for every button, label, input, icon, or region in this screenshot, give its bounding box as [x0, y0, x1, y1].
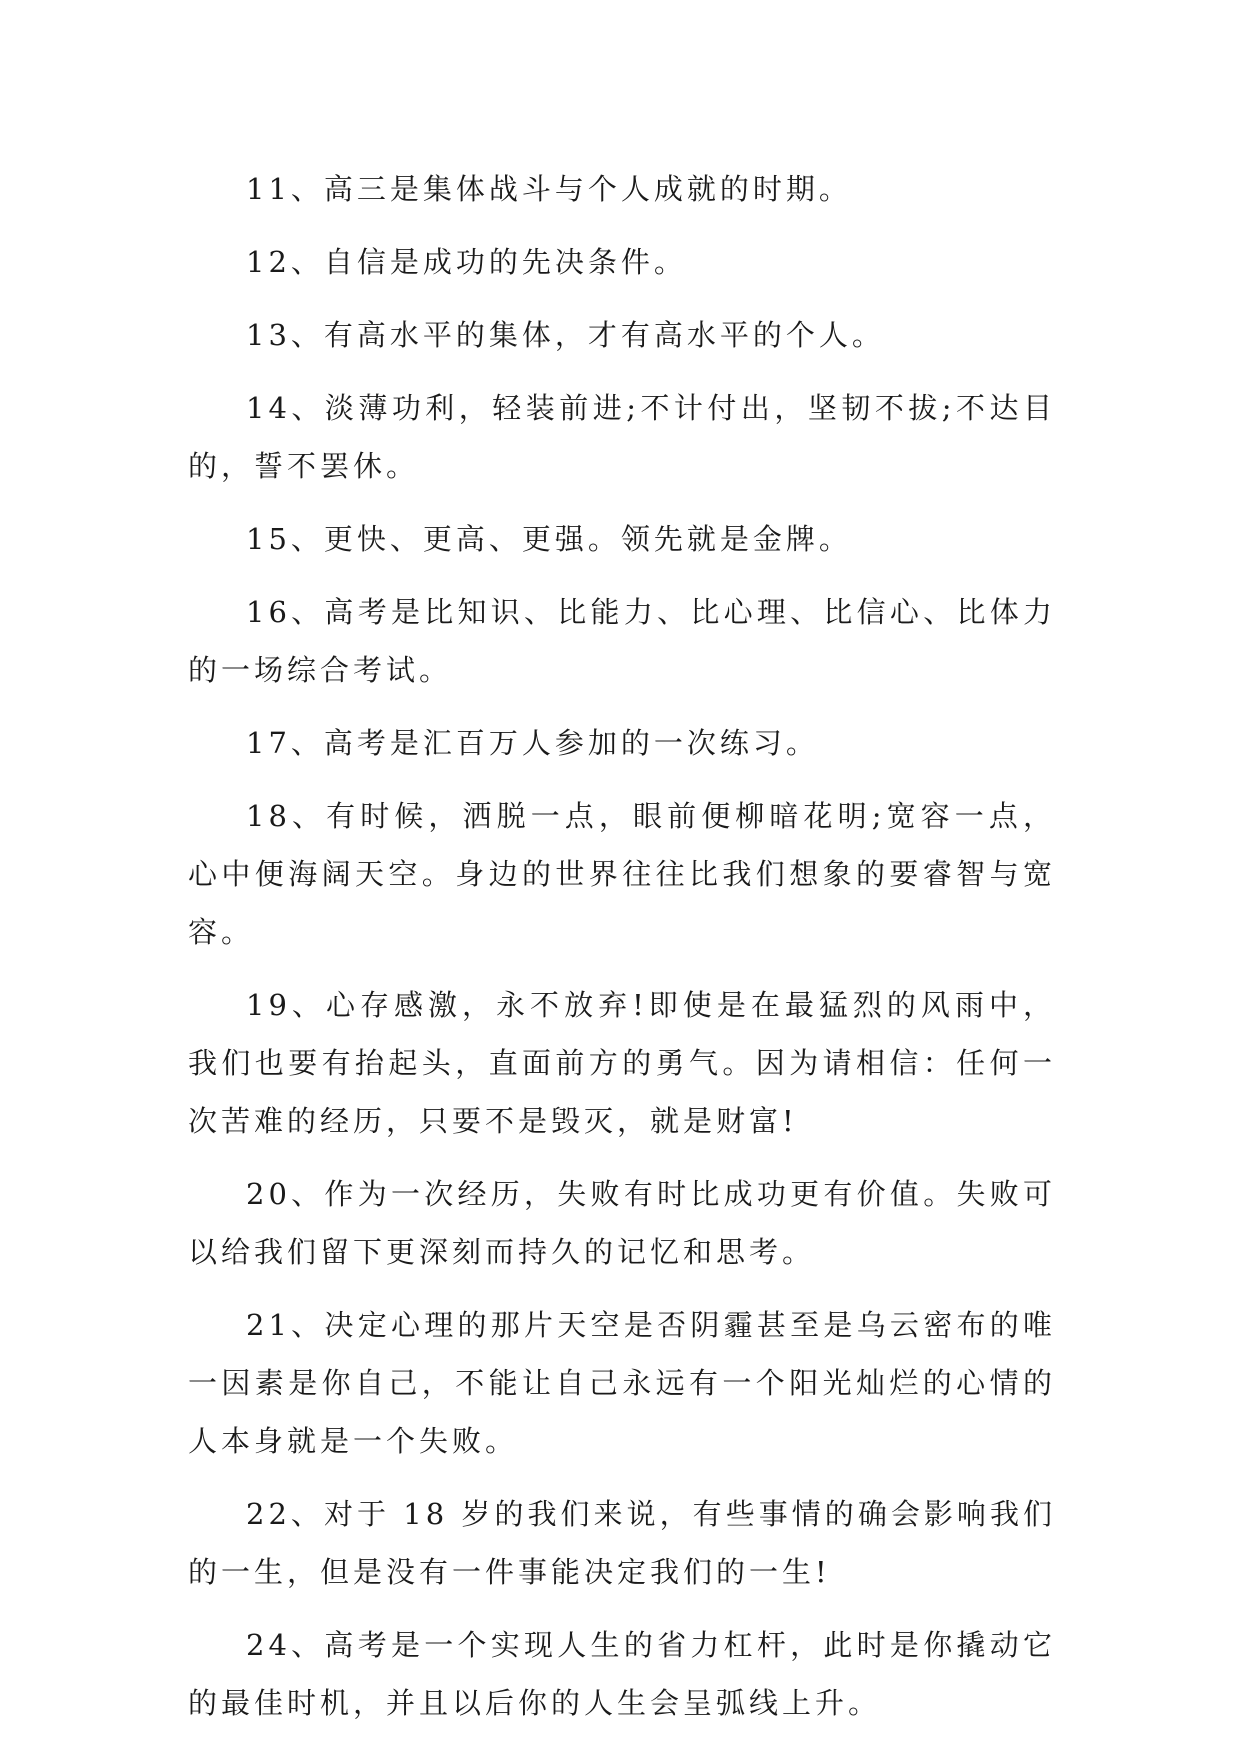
paragraph-12: 12、自信是成功的先决条件。	[246, 245, 687, 279]
paragraph-19: 19、心存感激，永不放弃!即使是在最猛烈的风雨中，我们也要有抬起头，直面前方的勇气。因为请相信：任何一次苦难的经历，只要不是毁灭，就是财富!	[188, 988, 1056, 1138]
paragraph-20: 20、作为一次经历，失败有时比成功更有价值。失败可以给我们留下更深刻而持久的记忆和思考。	[188, 1177, 1056, 1269]
paragraph-15: 15、更快、更高、更强。领先就是金牌。	[246, 522, 852, 556]
paragraph-24: 24、高考是一个实现人生的省力杠杆，此时是你撬动它的最佳时机，并且以后你的人生会呈弧线上升。	[188, 1628, 1056, 1720]
document-page	[188, 160, 1056, 1747]
paragraph-13: 13、有高水平的集体，才有高水平的个人。	[246, 318, 885, 352]
paragraph-18: 18、有时候，洒脱一点，眼前便柳暗花明;宽容一点，心中便海阔天空。身边的世界往往比我们想象的要睿智与宽容。	[188, 799, 1056, 949]
paragraph-11: 11、高三是集体战斗与个人成就的时期。	[246, 172, 852, 206]
paragraph-17: 17、高考是汇百万人参加的一次练习。	[246, 726, 819, 760]
paragraph-21: 21、决定心理的那片天空是否阴霾甚至是乌云密布的唯一因素是你自己，不能让自己永远有一个阳光灿烂的心情的人本身就是一个失败。	[188, 1308, 1056, 1458]
paragraph-16: 16、高考是比知识、比能力、比心理、比信心、比体力的一场综合考试。	[188, 595, 1056, 687]
paragraph-22: 22、对于 18 岁的我们来说，有些事情的确会影响我们的一生，但是没有一件事能决定我们的一生!	[188, 1497, 1056, 1589]
paragraph-14: 14、淡薄功利，轻装前进;不计付出，坚韧不拔;不达目的，誓不罢休。	[188, 391, 1056, 483]
